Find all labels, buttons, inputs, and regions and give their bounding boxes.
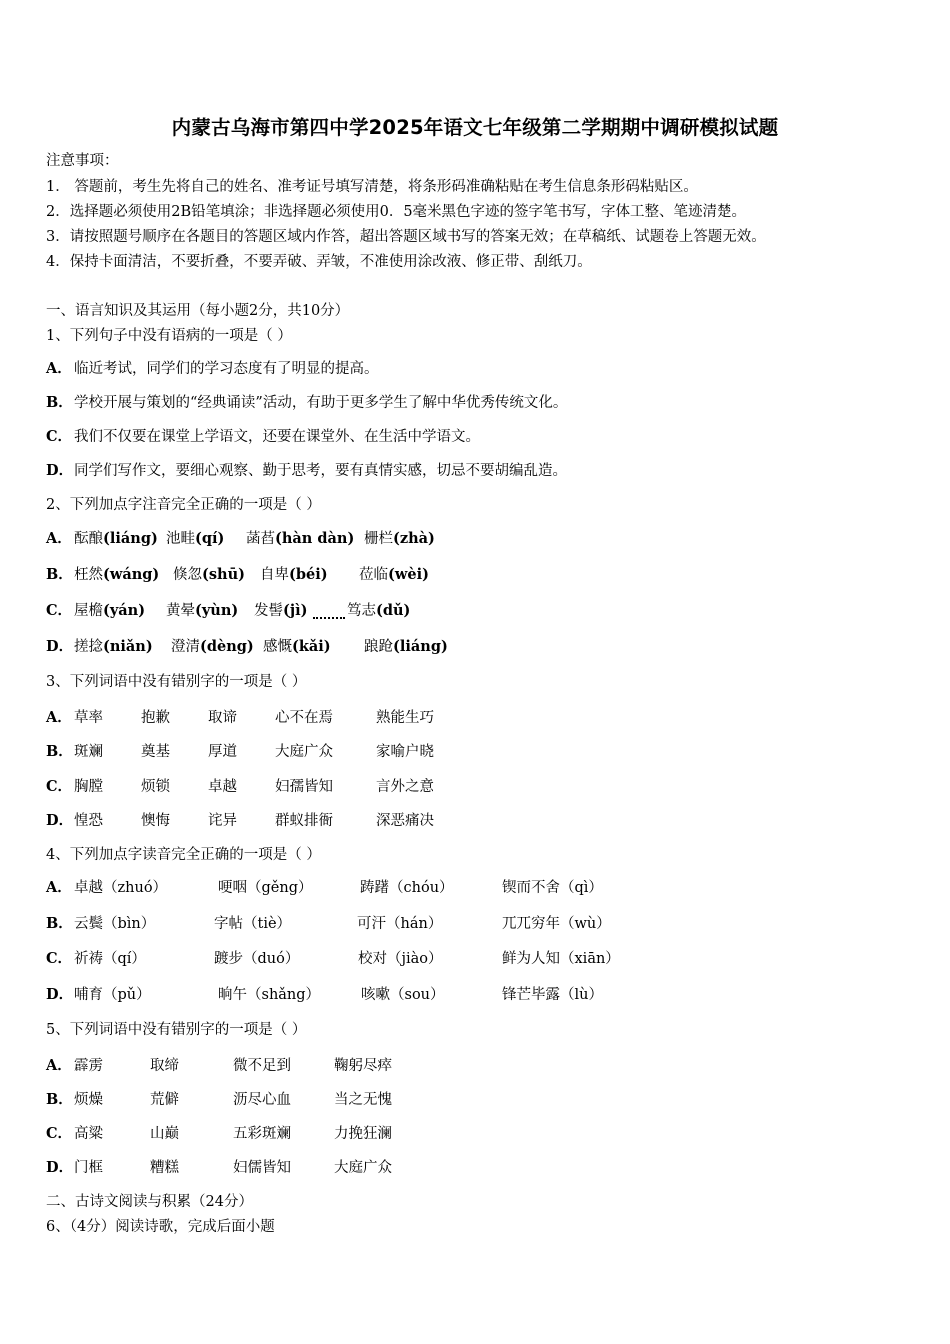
option-item: 霹雳 <box>74 1058 103 1074</box>
option-item: 群蚁排衙 <box>275 813 333 829</box>
option-item: 自卑(béi) <box>260 566 328 583</box>
notice-item: 2．选择题必须使用2B铅笔填涂；非选择题必须使用0．5毫米黑色字迹的签字笔书写，字体工整、笔迹清楚。 <box>46 204 747 220</box>
option-item: 妇儒皆知 <box>233 1160 291 1176</box>
option-item: 发髻(jì) <box>254 602 308 619</box>
option-item: 菡萏(hàn dàn) <box>246 530 355 547</box>
option-item: 山巅 <box>150 1126 179 1142</box>
option-item: 黄晕(yùn) <box>166 602 239 619</box>
option-item: 大庭广众 <box>334 1160 392 1176</box>
notice-item: 1． 答题前，考生先将自己的姓名、准考证号填写清楚，将条形码准确粘贴在考生信息条形码粘贴区。 <box>46 179 698 195</box>
option-item: 荒僻 <box>150 1092 179 1108</box>
question-stem: 2、下列加点字注音完全正确的一项是（ ） <box>46 497 321 513</box>
question-stem: 5、下列词语中没有错别字的一项是（ ） <box>46 1022 307 1038</box>
option-label: C． <box>46 1125 73 1142</box>
option-item: 倏忽(shū) <box>173 566 245 583</box>
option-item: 哽咽（gěng） <box>218 880 313 896</box>
option-text: 临近考试，同学们的学习态度有了明显的提高。 <box>74 361 379 377</box>
option-item: 妇孺皆知 <box>275 779 333 795</box>
option-item: 深恶痛决 <box>376 813 434 829</box>
question-stem: 1、下列句子中没有语病的一项是（ ） <box>46 328 292 344</box>
option-item: 踱步（duó） <box>214 951 300 967</box>
option-item: 云鬓（bìn） <box>74 916 156 932</box>
option-label: C． <box>46 428 73 445</box>
option-item: 卓越（zhuó） <box>74 880 168 896</box>
option-item: 祈祷（qí） <box>74 951 146 967</box>
option-text: 我们不仅要在课堂上学语文，还要在课堂外、在生活中学语文。 <box>74 429 480 445</box>
exam-title: 内蒙古乌海市第四中学2025年语文七年级第二学期期中调研模拟试题 <box>171 116 779 139</box>
option-item: 烦燥 <box>74 1092 103 1108</box>
option-label: B． <box>46 915 73 932</box>
option-item: 斑斓 <box>74 744 103 760</box>
option-item: 胸膛 <box>74 779 103 795</box>
option-label: B． <box>46 1091 73 1108</box>
option-label: A． <box>46 360 72 377</box>
option-item: 卓越 <box>208 779 237 795</box>
option-item: 言外之意 <box>376 779 434 795</box>
option-item: 烦锁 <box>141 779 170 795</box>
option-label: D． <box>46 638 74 655</box>
section-heading: 一、语言知识及其运用（每小题2分，共10分） <box>46 303 350 319</box>
option-label: A． <box>46 879 72 896</box>
option-item: 屋檐(yán) <box>74 602 146 619</box>
option-item: 笃志(dǔ) <box>347 602 411 619</box>
option-label: D． <box>46 812 74 829</box>
option-item: 沥尽心血 <box>233 1092 291 1108</box>
option-item: 校对（jiào） <box>358 951 443 967</box>
option-item: 门框 <box>74 1160 103 1176</box>
option-item: 高粱 <box>74 1126 103 1142</box>
option-item: 晌午（shǎng） <box>218 987 321 1003</box>
option-item: 力挽狂澜 <box>334 1126 392 1142</box>
option-item: 微不足到 <box>233 1058 291 1074</box>
option-item: 莅临(wèi) <box>359 566 429 583</box>
option-label: C． <box>46 602 73 619</box>
option-item: 锲而不舍（qì） <box>502 880 603 896</box>
option-label: D． <box>46 1159 74 1176</box>
option-label: C． <box>46 950 73 967</box>
option-item: 兀兀穷年（wù） <box>502 916 611 932</box>
option-item: 惶恐 <box>74 813 103 829</box>
option-label: B． <box>46 743 73 760</box>
option-item: 当之无愧 <box>334 1092 392 1108</box>
option-item: 取谛 <box>208 710 237 726</box>
option-item: 大庭广众 <box>275 744 333 760</box>
option-label: A． <box>46 1057 72 1074</box>
option-item: 栅栏(zhà) <box>364 530 435 547</box>
question-stem: 3、下列词语中没有错别字的一项是（ ） <box>46 674 307 690</box>
option-text: 同学们写作文，要细心观察、勤于思考，要有真情实感，切忌不要胡编乱造。 <box>74 463 567 479</box>
option-item: 五彩斑斓 <box>233 1126 291 1142</box>
option-item: 可汗（hán） <box>357 916 443 932</box>
notice-item: 3．请按照题号顺序在各题目的答题区域内作答，超出答题区域书写的答案无效；在草稿纸、试题卷上答题无效。 <box>46 229 766 245</box>
option-item: 抱歉 <box>141 710 170 726</box>
option-item: 澄清(dèng) <box>171 638 254 655</box>
option-item: 糟糕 <box>150 1160 179 1176</box>
question-stem: 6、（4分）阅读诗歌，完成后面小题 <box>46 1219 275 1235</box>
option-item: 字帖（tiè） <box>214 916 292 932</box>
option-item: 熟能生巧 <box>376 710 434 726</box>
notice-heading: 注意事项： <box>46 153 119 169</box>
emphasis-dots <box>313 617 345 619</box>
option-label: B． <box>46 566 73 583</box>
option-label: D． <box>46 462 74 479</box>
option-item: 鞠躬尽瘁 <box>334 1058 392 1074</box>
option-item: 鲜为人知（xiān） <box>502 951 620 967</box>
option-text: 学校开展与策划的“经典诵读”活动，有助于更多学生了解中华优秀传统文化。 <box>74 395 568 411</box>
option-item: 锋芒毕露（lù） <box>502 987 603 1003</box>
option-item: 厚道 <box>208 744 237 760</box>
option-label: D． <box>46 986 74 1003</box>
question-stem: 4、下列加点字读音完全正确的一项是（ ） <box>46 847 321 863</box>
option-item: 池畦(qí) <box>166 530 225 547</box>
option-label: C． <box>46 778 73 795</box>
option-item: 踌躇（chóu） <box>360 880 454 896</box>
option-item: 枉然(wáng) <box>74 566 160 583</box>
option-item: 搓捻(niǎn) <box>74 638 153 655</box>
section-heading: 二、古诗文阅读与积累（24分） <box>46 1194 253 1210</box>
notice-item: 4．保持卡面清洁，不要折叠，不要弄破、弄皱，不准使用涂改液、修正带、刮纸刀。 <box>46 254 592 270</box>
option-item: 奠基 <box>141 744 170 760</box>
option-item: 诧异 <box>208 813 237 829</box>
option-item: 草率 <box>74 710 103 726</box>
option-item: 心不在焉 <box>275 710 333 726</box>
option-label: B． <box>46 394 73 411</box>
option-item: 懊悔 <box>141 813 170 829</box>
option-item: 踉跄(liáng) <box>364 638 448 655</box>
option-item: 酝酿(liáng) <box>74 530 158 547</box>
option-label: A． <box>46 530 72 547</box>
option-item: 哺育（pǔ） <box>74 987 151 1003</box>
option-item: 感慨(kǎi) <box>263 638 331 655</box>
option-item: 家喻户晓 <box>376 744 434 760</box>
option-item: 咳嗽（sou） <box>361 987 445 1003</box>
option-item: 取缔 <box>150 1058 179 1074</box>
option-label: A． <box>46 709 72 726</box>
